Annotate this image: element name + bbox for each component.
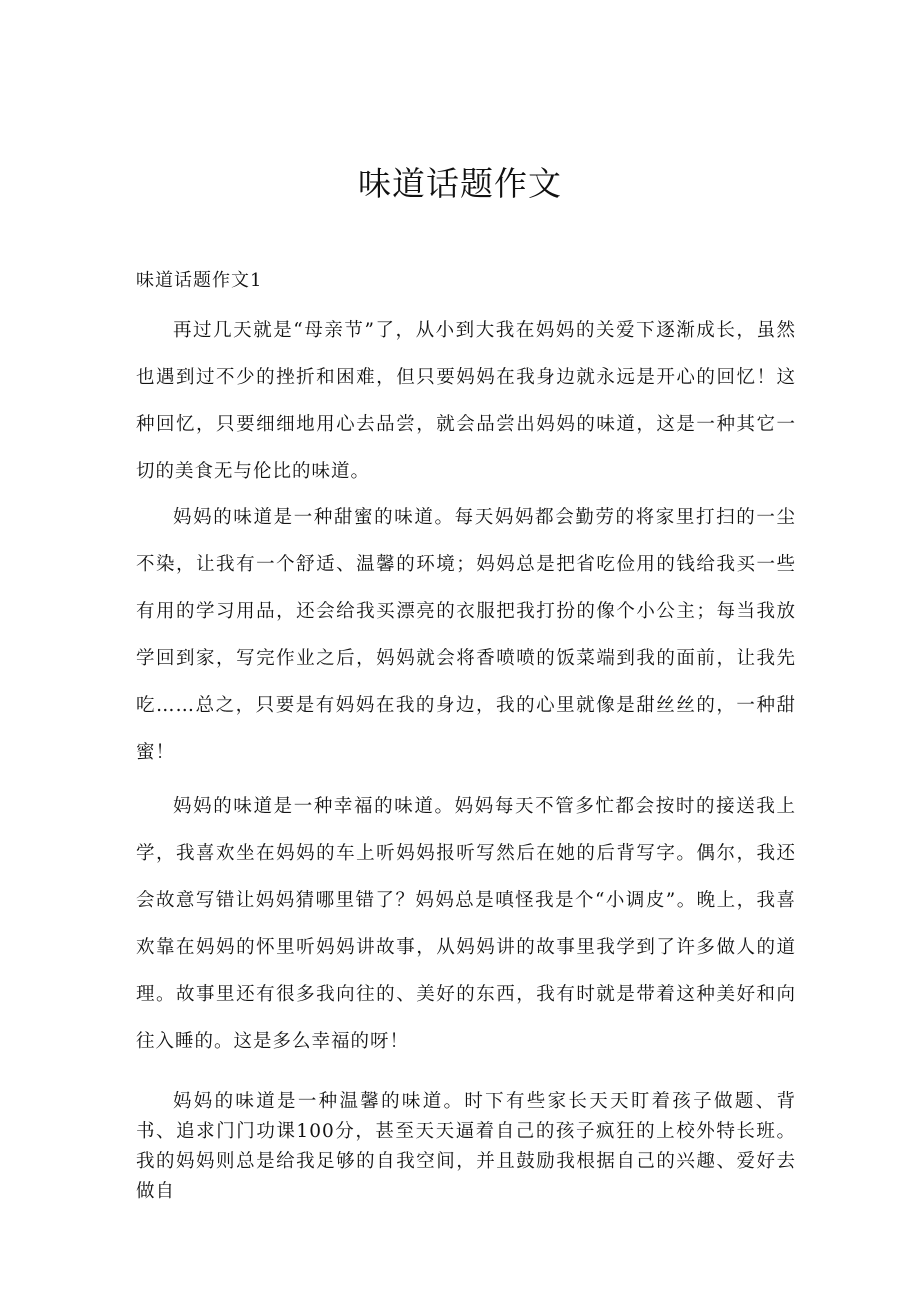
paragraph-1: 再过几天就是“母亲节”了，从小到大我在妈妈的关爱下逐渐成长，虽然也遇到过不少的挫折和困难，但只要妈妈在我身边就永远是开心的回忆！这种回忆，只要细细地用心去品尝，就会品尝出妈妈的味道，这是一种其它一切的美食无与伦比的味道。 bbox=[136, 320, 796, 482]
document-title: 味道话题作文 bbox=[358, 164, 562, 203]
section-heading: 味道话题作文1 bbox=[136, 270, 263, 291]
paragraph-4: 妈妈的味道是一种温馨的味道。时下有些家长天天盯着孩子做题、背书、追求门门功课100分，甚至天天逼着自己的孩子疯狂的上校外特长班。我的妈妈则总是给我足够的自我空间，并且鼓励我根据自己的兴趣、爱好去做自 bbox=[136, 1091, 796, 1202]
paragraph-2: 妈妈的味道是一种甜蜜的味道。每天妈妈都会勤劳的将家里打扫的一尘不染，让我有一个舒适、温馨的环境；妈妈总是把省吃俭用的钱给我买一些有用的学习用品，还会给我买漂亮的衣服把我打扮的像个小公主；每当我放学回到家，写完作业之后，妈妈就会将香喷喷的饭菜端到我的面前，让我先吃……总之，只要是有妈妈在我的身边，我的心里就像是甜丝丝的，一种甜蜜！ bbox=[136, 507, 796, 763]
paragraph-3: 妈妈的味道是一种幸福的味道。妈妈每天不管多忙都会按时的接送我上学，我喜欢坐在妈妈的车上听妈妈报听写然后在她的后背写字。偶尔，我还会故意写错让妈妈猜哪里错了？妈妈总是嗔怪我是个“小调皮”。晚上，我喜欢靠在妈妈的怀里听妈妈讲故事，从妈妈讲的故事里我学到了许多做人的道理。故事里还有很多我向往的、美好的东西，我有时就是带着这种美好和向往入睡的。这是多么幸福的呀！ bbox=[136, 796, 796, 1052]
